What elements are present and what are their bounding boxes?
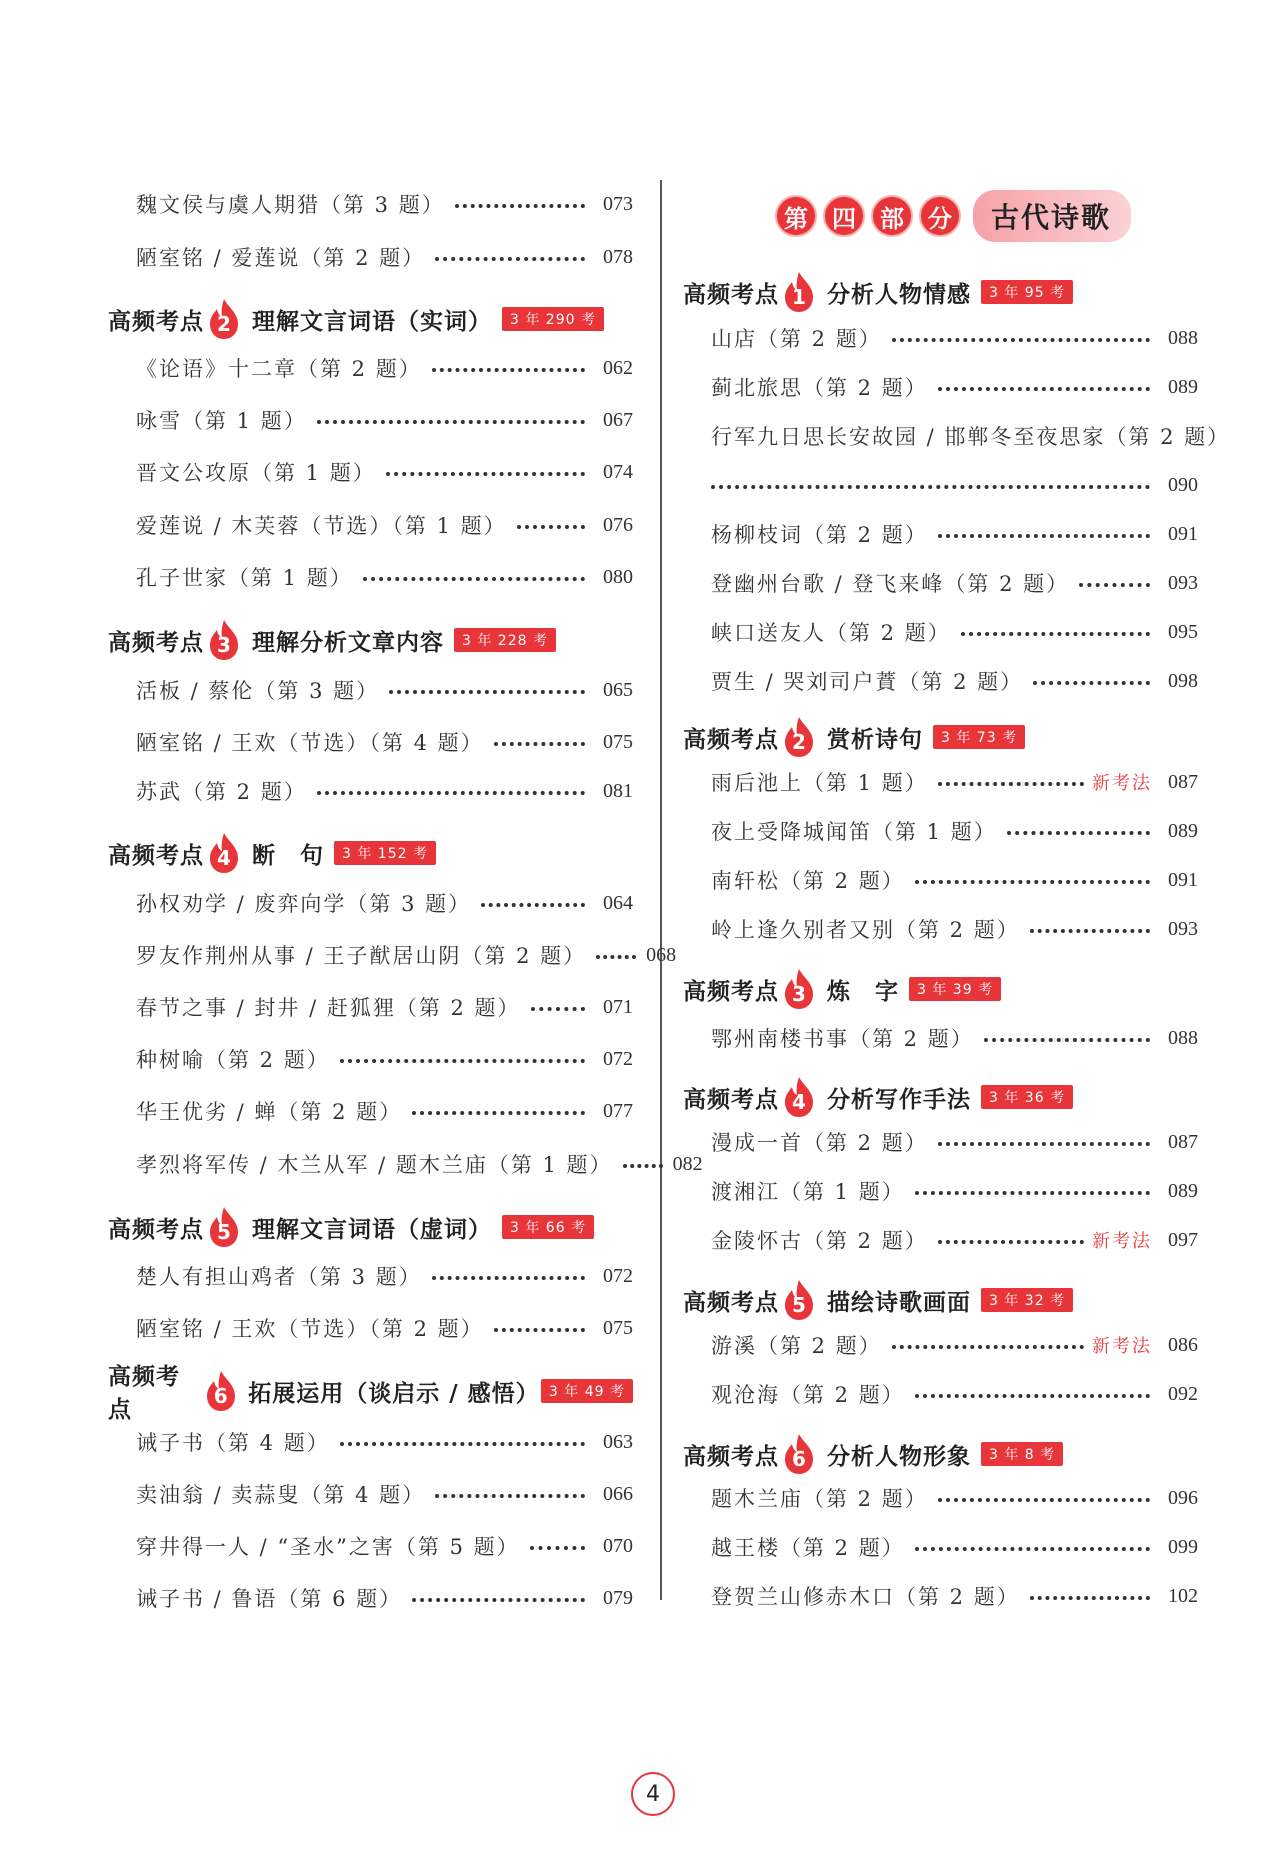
dot-leader bbox=[517, 525, 585, 529]
section-number: 5 bbox=[217, 1220, 231, 1244]
entry-title: 陋室铭 / 爱莲说（第 2 题） bbox=[136, 246, 426, 270]
dot-leader bbox=[389, 690, 585, 694]
flame-icon bbox=[205, 1371, 236, 1411]
entry-title: 孙权劝学 / 废弈向学（第 3 题） bbox=[136, 892, 472, 916]
frequency-badge: 3 年 49 考 bbox=[541, 1379, 633, 1403]
frequency-badge: 3 年 228 考 bbox=[454, 628, 556, 652]
section-topic: 理解文言词语（虚词） bbox=[252, 1216, 492, 1243]
toc-entry[interactable] bbox=[683, 1220, 1198, 1260]
dot-leader bbox=[938, 782, 1084, 786]
frequency-badge: 3 年 36 考 bbox=[981, 1085, 1073, 1109]
flame-icon bbox=[783, 717, 815, 757]
toc-entry[interactable] bbox=[683, 1018, 1198, 1058]
entry-page: 097 bbox=[1168, 1228, 1198, 1251]
entry-title: 陋室铭 / 王欢（节选）（第 4 题） bbox=[136, 731, 484, 755]
toc-entry[interactable] bbox=[683, 514, 1198, 554]
dot-leader bbox=[530, 1546, 585, 1550]
flame-icon bbox=[783, 969, 815, 1009]
section-topic: 描绘诗歌画面 bbox=[827, 1289, 971, 1316]
section-topic: 理解分析文章内容 bbox=[252, 629, 444, 656]
dot-leader bbox=[317, 791, 585, 795]
entry-page: 066 bbox=[603, 1482, 633, 1505]
entry-page: 088 bbox=[1168, 1026, 1198, 1049]
part-char: 部 bbox=[871, 195, 913, 237]
dot-leader bbox=[915, 1394, 1150, 1398]
frequency-badge: 3 年 152 考 bbox=[334, 841, 436, 865]
entry-title: 孝烈将军传 / 木兰从军 / 题木兰庙（第 1 题） bbox=[136, 1153, 613, 1177]
toc-entry[interactable] bbox=[108, 771, 633, 811]
dot-leader bbox=[961, 632, 1150, 636]
part-char: 四 bbox=[823, 195, 865, 237]
section-number: 4 bbox=[217, 846, 231, 870]
entry-title: 诫子书（第 4 题） bbox=[136, 1431, 330, 1455]
entry-title: 渡湘江（第 1 题） bbox=[711, 1180, 905, 1204]
dot-leader bbox=[915, 1191, 1150, 1195]
toc-entry[interactable] bbox=[108, 1474, 633, 1514]
toc-entry[interactable] bbox=[108, 1144, 703, 1184]
entry-title: 鄂州南楼书事（第 2 题） bbox=[711, 1027, 974, 1051]
toc-entry[interactable] bbox=[108, 1526, 633, 1566]
toc-entry[interactable] bbox=[108, 184, 633, 224]
entry-page: 087 bbox=[1168, 1130, 1198, 1153]
toc-entry[interactable] bbox=[108, 505, 633, 545]
section-prefix: 高频考点 bbox=[108, 629, 204, 656]
toc-entry[interactable] bbox=[683, 811, 1198, 851]
section-number: 3 bbox=[217, 633, 231, 657]
dot-leader bbox=[1007, 831, 1150, 835]
toc-entry[interactable] bbox=[683, 1171, 1198, 1211]
dot-leader bbox=[938, 1240, 1084, 1244]
section-prefix: 高频考点 bbox=[108, 308, 204, 335]
entry-title: 山店（第 2 题） bbox=[711, 327, 882, 351]
entry-title: 雨后池上（第 1 题） bbox=[711, 771, 928, 795]
entry-title: 南轩松（第 2 题） bbox=[711, 869, 905, 893]
toc-entry[interactable] bbox=[108, 722, 633, 762]
section-prefix: 高频考点 bbox=[683, 281, 779, 308]
section-prefix: 高频考点 bbox=[108, 1364, 180, 1423]
entry-page: 092 bbox=[1168, 1382, 1198, 1405]
flame-icon bbox=[208, 299, 240, 339]
part-char: 第 bbox=[775, 195, 817, 237]
toc-entry[interactable] bbox=[108, 1091, 633, 1131]
section-heading bbox=[683, 268, 1073, 316]
toc-entry[interactable] bbox=[683, 563, 1198, 603]
frequency-badge: 3 年 73 考 bbox=[933, 725, 1025, 749]
entry-page: 091 bbox=[1168, 522, 1198, 545]
entry-page: 072 bbox=[603, 1264, 633, 1287]
dot-leader bbox=[317, 420, 585, 424]
part-banner bbox=[775, 190, 1131, 242]
entry-page: 093 bbox=[1168, 571, 1198, 594]
entry-page: 088 bbox=[1168, 326, 1198, 349]
toc-entry[interactable] bbox=[108, 987, 633, 1027]
entry-page: 073 bbox=[603, 192, 633, 215]
entry-title: 峡口送友人（第 2 题） bbox=[711, 621, 951, 645]
toc-entry[interactable] bbox=[108, 935, 677, 975]
section-topic: 分析人物形象 bbox=[827, 1443, 971, 1470]
entry-page: 096 bbox=[1168, 1486, 1198, 1509]
dot-leader bbox=[412, 1598, 585, 1602]
section-heading bbox=[108, 616, 556, 664]
flame-icon bbox=[208, 620, 240, 660]
section-number: 6 bbox=[792, 1447, 806, 1471]
section-number: 4 bbox=[792, 1090, 806, 1114]
dot-leader bbox=[435, 1494, 585, 1498]
entry-page: 064 bbox=[603, 891, 633, 914]
flame-icon bbox=[783, 1077, 815, 1117]
toc-entry[interactable] bbox=[683, 661, 1198, 701]
part-title: 古代诗歌 bbox=[973, 190, 1131, 242]
dot-leader bbox=[892, 1345, 1084, 1349]
entry-title: 爱莲说 / 木芙蓉（节选）（第 1 题） bbox=[136, 514, 507, 538]
section-heading bbox=[108, 1203, 594, 1251]
toc-entry[interactable] bbox=[683, 1374, 1198, 1414]
entry-title: 《论语》十二章（第 2 题） bbox=[136, 357, 422, 381]
entry-title: 穿井得一人 / “圣水”之害（第 5 题） bbox=[136, 1535, 520, 1559]
flame-icon bbox=[783, 1434, 815, 1474]
entry-title: 春节之事 / 封井 / 赶狐狸（第 2 题） bbox=[136, 996, 521, 1020]
flame-icon bbox=[783, 1280, 815, 1320]
toc-entry[interactable] bbox=[108, 670, 633, 710]
dot-leader bbox=[435, 257, 585, 261]
section-number: 2 bbox=[217, 312, 231, 336]
dot-leader bbox=[340, 1442, 585, 1446]
toc-entry[interactable] bbox=[683, 1527, 1198, 1567]
entry-page: 078 bbox=[603, 245, 633, 268]
entry-title: 登幽州台歌 / 登飞来峰（第 2 题） bbox=[711, 572, 1070, 596]
toc-entry[interactable] bbox=[108, 557, 633, 597]
entry-title: 蓟北旅思（第 2 题） bbox=[711, 376, 928, 400]
entry-page: 067 bbox=[603, 408, 633, 431]
entry-page: 072 bbox=[603, 1047, 633, 1070]
frequency-badge: 3 年 8 考 bbox=[981, 1442, 1063, 1466]
new-method-tag: 新考法 bbox=[1092, 773, 1152, 794]
entry-page: 082 bbox=[672, 1152, 703, 1175]
dot-leader bbox=[412, 1111, 585, 1115]
entry-page: 081 bbox=[603, 779, 633, 802]
dot-leader bbox=[711, 485, 1150, 489]
section-number: 6 bbox=[213, 1384, 228, 1408]
toc-entry[interactable] bbox=[683, 1576, 1198, 1616]
entry-title: 漫成一首（第 2 题） bbox=[711, 1131, 928, 1155]
flame-icon bbox=[208, 833, 240, 873]
entry-title: 陋室铭 / 王欢（节选）（第 2 题） bbox=[136, 1317, 484, 1341]
entry-title: 越王楼（第 2 题） bbox=[711, 1536, 905, 1560]
dot-leader bbox=[938, 1498, 1150, 1502]
section-topic: 赏析诗句 bbox=[827, 726, 923, 753]
entry-title: 夜上受降城闻笛（第 1 题） bbox=[711, 820, 997, 844]
section-heading bbox=[108, 829, 436, 877]
toc-entry[interactable] bbox=[108, 400, 633, 440]
entry-page: 071 bbox=[603, 995, 633, 1018]
entry-title: 魏文侯与虞人期猎（第 3 题） bbox=[136, 193, 445, 217]
section-prefix: 高频考点 bbox=[683, 1289, 779, 1316]
entry-title: 罗友作荆州从事 / 王子猷居山阴（第 2 题） bbox=[136, 944, 587, 968]
entry-page: 087 bbox=[1168, 770, 1198, 793]
toc-entry[interactable] bbox=[683, 1122, 1198, 1162]
frequency-badge: 3 年 66 考 bbox=[502, 1215, 594, 1239]
section-heading bbox=[108, 295, 604, 343]
dot-leader bbox=[596, 955, 636, 959]
entry-page: 086 bbox=[1168, 1333, 1198, 1356]
section-number: 5 bbox=[792, 1293, 806, 1317]
toc-entry[interactable] bbox=[683, 1478, 1198, 1518]
entry-title: 贾生 / 哭刘司户蕡（第 2 题） bbox=[711, 670, 1024, 694]
dot-leader bbox=[386, 472, 585, 476]
frequency-badge: 3 年 95 考 bbox=[981, 280, 1073, 304]
dot-leader bbox=[938, 534, 1150, 538]
section-number: 2 bbox=[792, 730, 806, 754]
entry-title: 苏武（第 2 题） bbox=[136, 780, 307, 804]
section-heading bbox=[683, 713, 1025, 761]
dot-leader bbox=[915, 880, 1150, 884]
dot-leader bbox=[1079, 583, 1150, 587]
dot-leader bbox=[1030, 929, 1150, 933]
toc-entry[interactable] bbox=[108, 1578, 633, 1618]
entry-page: 063 bbox=[603, 1430, 633, 1453]
entry-title: 卖油翁 / 卖蒜叟（第 4 题） bbox=[136, 1483, 426, 1507]
toc-entry[interactable] bbox=[108, 237, 633, 277]
section-topic: 断 句 bbox=[252, 842, 324, 869]
section-heading bbox=[683, 1430, 1063, 1478]
toc-entry[interactable] bbox=[108, 1308, 633, 1348]
toc-entry[interactable] bbox=[108, 883, 633, 923]
section-prefix: 高频考点 bbox=[683, 978, 779, 1005]
entry-page: 098 bbox=[1168, 669, 1198, 692]
entry-title: 华王优劣 / 蝉（第 2 题） bbox=[136, 1100, 403, 1124]
dot-leader bbox=[481, 903, 585, 907]
entry-page: 079 bbox=[603, 1586, 633, 1609]
entry-page: 062 bbox=[603, 356, 633, 379]
section-topic: 拓展运用（谈启示 / 感悟） bbox=[248, 1380, 540, 1407]
frequency-badge: 3 年 32 考 bbox=[981, 1288, 1073, 1312]
entry-page: 099 bbox=[1168, 1535, 1198, 1558]
toc-entry[interactable] bbox=[108, 1039, 633, 1079]
dot-leader bbox=[915, 1547, 1150, 1551]
entry-page: 080 bbox=[603, 565, 633, 588]
dot-leader bbox=[938, 387, 1150, 391]
dot-leader bbox=[494, 742, 585, 746]
page-number: 4 bbox=[631, 1772, 675, 1816]
section-prefix: 高频考点 bbox=[108, 842, 204, 869]
toc-entry[interactable] bbox=[108, 1422, 633, 1462]
toc-entry[interactable] bbox=[683, 318, 1198, 358]
dot-leader bbox=[531, 1007, 585, 1011]
toc-entry[interactable] bbox=[108, 1256, 633, 1296]
section-prefix: 高频考点 bbox=[108, 1216, 204, 1243]
entry-page: 075 bbox=[603, 1316, 633, 1339]
toc-entry[interactable] bbox=[683, 860, 1198, 900]
section-prefix: 高频考点 bbox=[683, 1443, 779, 1470]
dot-leader bbox=[455, 204, 585, 208]
dot-leader bbox=[494, 1328, 585, 1332]
dot-leader bbox=[984, 1038, 1150, 1042]
section-number: 3 bbox=[792, 982, 806, 1006]
dot-leader bbox=[938, 1142, 1150, 1146]
section-topic: 分析人物情感 bbox=[827, 281, 971, 308]
section-topic: 分析写作手法 bbox=[827, 1086, 971, 1113]
section-prefix: 高频考点 bbox=[683, 726, 779, 753]
entry-page: 090 bbox=[1168, 473, 1198, 496]
section-heading bbox=[108, 1364, 633, 1423]
entry-title: 活板 / 蔡伦（第 3 题） bbox=[136, 679, 380, 703]
dot-leader bbox=[340, 1059, 585, 1063]
flame-icon bbox=[208, 1207, 240, 1247]
entry-page: 093 bbox=[1168, 917, 1198, 940]
entry-title: 游溪（第 2 题） bbox=[711, 1334, 882, 1358]
toc-entry[interactable] bbox=[683, 909, 1198, 949]
frequency-badge: 3 年 39 考 bbox=[909, 977, 1001, 1001]
entry-page: 089 bbox=[1168, 819, 1198, 842]
toc-entry[interactable] bbox=[683, 416, 1231, 456]
toc-entry[interactable] bbox=[108, 452, 633, 492]
flame-icon bbox=[783, 272, 815, 312]
entry-title: 咏雪（第 1 题） bbox=[136, 409, 307, 433]
section-topic: 理解文言词语（实词） bbox=[252, 308, 492, 335]
toc-entry[interactable] bbox=[683, 612, 1198, 652]
new-method-tag: 新考法 bbox=[1092, 1336, 1152, 1357]
entry-page: 076 bbox=[603, 513, 633, 536]
entry-page: 091 bbox=[1168, 868, 1198, 891]
entry-title: 岭上逢久别者又别（第 2 题） bbox=[711, 918, 1020, 942]
section-heading bbox=[683, 1073, 1073, 1121]
entry-title: 种树喻（第 2 题） bbox=[136, 1048, 330, 1072]
entry-page: 070 bbox=[603, 1534, 633, 1557]
dot-leader bbox=[1033, 681, 1150, 685]
toc-entry[interactable] bbox=[108, 348, 633, 388]
entry-title: 登贺兰山修赤木口（第 2 题） bbox=[711, 1585, 1020, 1609]
section-heading bbox=[683, 1276, 1073, 1324]
dot-leader bbox=[432, 1276, 585, 1280]
entry-page: 077 bbox=[603, 1099, 633, 1122]
part-char: 分 bbox=[919, 195, 961, 237]
entry-page: 102 bbox=[1168, 1584, 1198, 1607]
new-method-tag: 新考法 bbox=[1092, 1231, 1152, 1252]
entry-title: 杨柳枝词（第 2 题） bbox=[711, 523, 928, 547]
dot-leader bbox=[363, 577, 585, 581]
entry-page: 065 bbox=[603, 678, 633, 701]
toc-entry[interactable] bbox=[683, 762, 1198, 802]
column-divider bbox=[660, 180, 662, 1600]
entry-page: 089 bbox=[1168, 1179, 1198, 1202]
entry-title: 金陵怀古（第 2 题） bbox=[711, 1229, 928, 1253]
frequency-badge: 3 年 290 考 bbox=[502, 307, 604, 331]
section-number: 1 bbox=[792, 285, 806, 309]
entry-page: 095 bbox=[1168, 620, 1198, 643]
entry-title: 孔子世家（第 1 题） bbox=[136, 566, 353, 590]
entry-title: 题木兰庙（第 2 题） bbox=[711, 1487, 928, 1511]
entry-page: 075 bbox=[603, 730, 633, 753]
entry-title: 晋文公攻原（第 1 题） bbox=[136, 461, 376, 485]
entry-title: 诫子书 / 鲁语（第 6 题） bbox=[136, 1587, 403, 1611]
dot-leader bbox=[892, 338, 1150, 342]
dot-leader bbox=[1030, 1596, 1150, 1600]
entry-title: 楚人有担山鸡者（第 3 题） bbox=[136, 1265, 422, 1289]
toc-entry-continuation[interactable] bbox=[683, 465, 1198, 505]
toc-entry[interactable] bbox=[683, 367, 1198, 407]
section-prefix: 高频考点 bbox=[683, 1086, 779, 1113]
section-heading bbox=[683, 965, 1001, 1013]
toc-entry[interactable] bbox=[683, 1325, 1198, 1365]
entry-page: 074 bbox=[603, 460, 633, 483]
entry-title: 行军九日思长安故园 / 邯郸冬至夜思家（第 2 题） bbox=[711, 425, 1231, 449]
entry-page: 089 bbox=[1168, 375, 1198, 398]
dot-leader bbox=[623, 1164, 663, 1168]
entry-title: 观沧海（第 2 题） bbox=[711, 1383, 905, 1407]
entry-page: 068 bbox=[646, 943, 677, 966]
dot-leader bbox=[432, 368, 585, 372]
section-topic: 炼 字 bbox=[827, 978, 899, 1005]
